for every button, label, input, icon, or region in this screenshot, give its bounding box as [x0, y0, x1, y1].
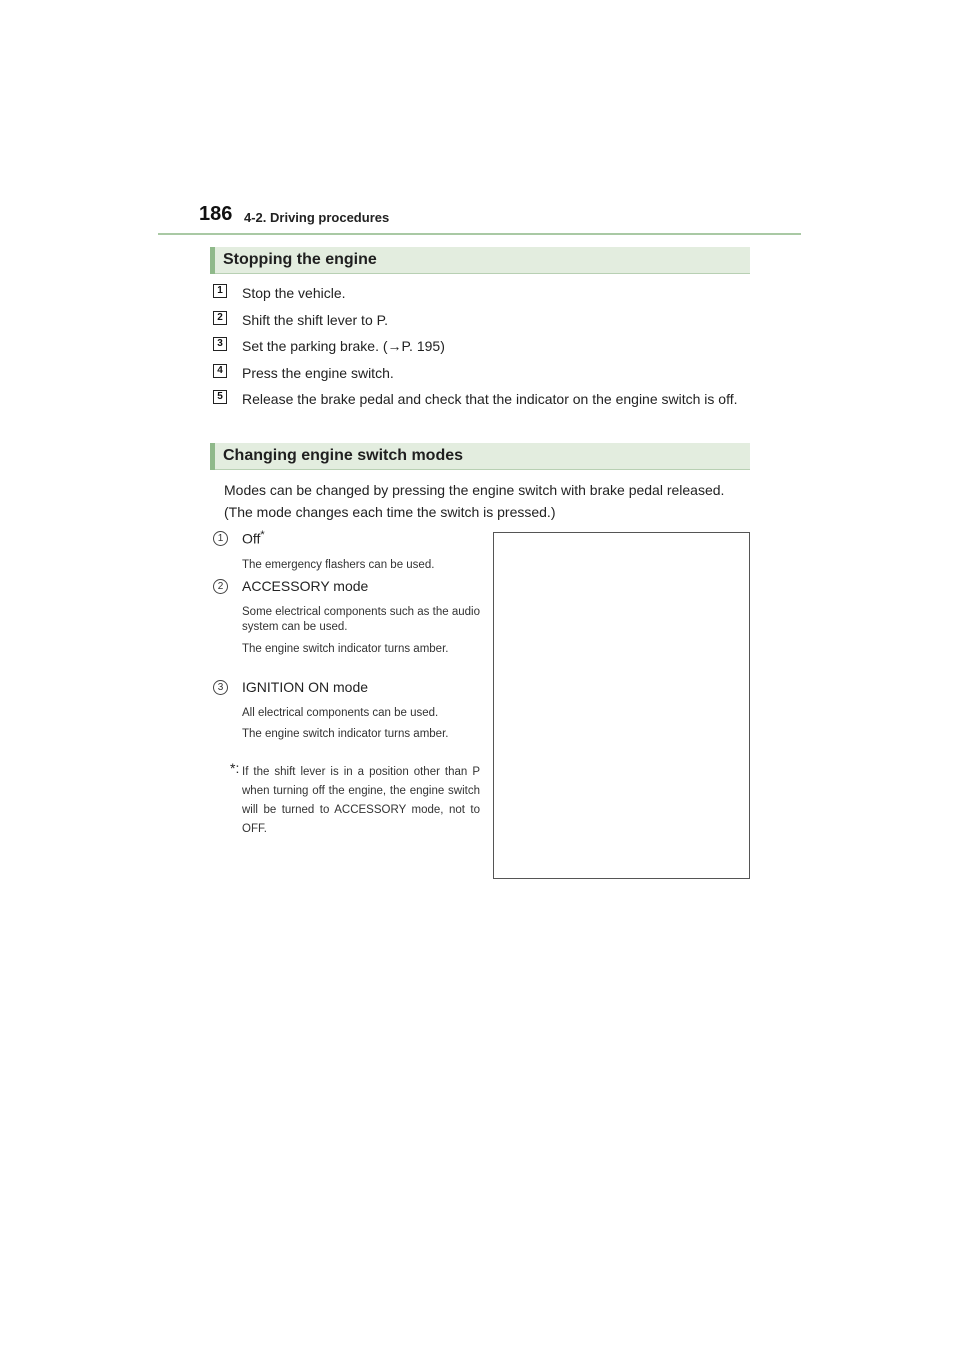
- mode-number-1: 1: [213, 531, 228, 546]
- step-text: Shift the shift lever to P.: [242, 312, 389, 328]
- step-number: 5: [213, 390, 227, 404]
- section-title: Stopping the engine: [223, 251, 377, 268]
- mode-title-ignition-on: IGNITION ON mode: [242, 679, 369, 695]
- step-number: 4: [213, 364, 227, 378]
- mode-title-text: Off: [242, 530, 261, 547]
- section-underline: [215, 469, 750, 470]
- step-text: Set the parking brake. (→P. 195): [242, 338, 445, 354]
- chapter-title: 4-2. Driving procedures: [244, 210, 390, 225]
- section-header-stopping: [210, 247, 750, 274]
- mode-desc: The emergency flashers can be used.: [242, 559, 435, 571]
- mode-desc: The engine switch indicator turns amber.: [242, 728, 449, 740]
- page-number: 186: [199, 203, 233, 225]
- step-text: Stop the vehicle.: [242, 285, 346, 301]
- step-number: 3: [213, 337, 227, 351]
- modes-intro: Modes can be changed by pressing the engine switch with brake pedal released. (The mode changes each time the switch is pressed.): [224, 482, 725, 520]
- step-text: Press the engine switch.: [242, 365, 394, 381]
- mode-number-2: 2: [213, 579, 228, 594]
- mode-title-off: [242, 529, 265, 547]
- mode-desc: All electrical components can be used.: [242, 707, 439, 719]
- step-number: 2: [213, 311, 227, 325]
- header-rule: [158, 233, 801, 235]
- mode-desc: The engine switch indicator turns amber.: [242, 643, 449, 655]
- step-text: Release the brake pedal and check that the indicator on the engine switch is off.: [242, 391, 738, 407]
- section-header-modes: [210, 443, 750, 470]
- step-number: 1: [213, 284, 227, 298]
- section-underline: [215, 273, 750, 274]
- mode-number-3: 3: [213, 680, 228, 695]
- section-title: Changing engine switch modes: [223, 447, 464, 464]
- footnote-mark: *: [260, 529, 265, 541]
- footnote-mark: *:: [230, 760, 240, 776]
- footnote-text: If the shift lever is in a position other than P when turning off the engine, the engine switch will be turned to ACCESSORY mode, not to OFF.: [242, 766, 480, 835]
- mode-title-accessory: ACCESSORY mode: [242, 578, 369, 594]
- engine-switch-illustration: [493, 532, 750, 879]
- mode-desc: Some electrical components such as the audio system can be used.: [242, 606, 480, 633]
